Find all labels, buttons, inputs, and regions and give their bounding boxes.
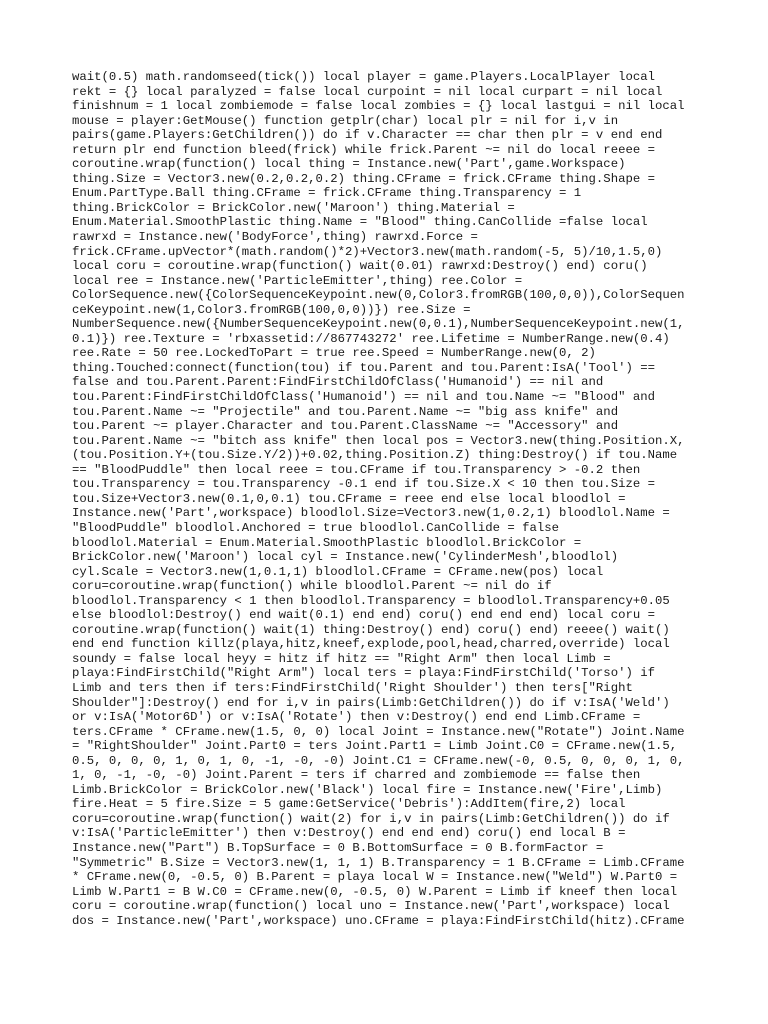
code-line: Enum.PartType.Ball thing.CFrame = frick.CFrame thing.Transparency = 1 (72, 186, 582, 201)
code-line: tou.Parent.Name ~= "Projectile" and tou.Parent.Name ~= "big ass knife" and (72, 404, 619, 419)
code-line: dos = Instance.new('Part',workspace) uno.CFrame = playa:FindFirstChild(hitz).CFrame (72, 913, 685, 928)
code-line: thing.BrickColor = BrickColor.new('Maroon') thing.Material = (72, 200, 515, 215)
code-line: fire.Heat = 5 fire.Size = 5 game:GetService('Debris'):AddItem(fire,2) local (72, 797, 626, 812)
code-line: tou.Parent ~= player.Character and tou.Parent.ClassName ~= "Accessory" and (72, 419, 619, 434)
code-line: wait(0.5) math.randomseed(tick()) local player = game.Players.LocalPlayer local (72, 70, 655, 84)
code-line: thing.Touched:connect(function(tou) if tou.Parent and tou.Parent:IsA('Tool') == (72, 360, 655, 375)
code-line: "BloodPuddle" bloodlol.Anchored = true bloodlol.CanCollide = false (72, 520, 560, 535)
code-line: local ree = Instance.new('ParticleEmitter',thing) ree.Color = (72, 273, 523, 288)
code-line: 0.5, 0, 0, 0, 1, 0, 1, 0, -1, -0, -0) Joint.C1 = CFrame.new(-0, 0.5, 0, 0, 0, 1, 0, (72, 753, 685, 768)
code-line: 0.1)}) ree.Texture = 'rbxassetid://867743272' ree.Lifetime = NumberRange.new(0.4) (72, 331, 670, 346)
code-line: = "RightShoulder" Joint.Part0 = ters Joint.Part1 = Limb Joint.C0 = CFrame.new(1.5, (72, 739, 678, 754)
code-line: rekt = {} local paralyzed = false local curpoint = nil local curpart = nil local (72, 84, 663, 99)
code-text-block (72, 70, 712, 928)
code-line: Instance.new("Part") B.TopSurface = 0 B.BottomSurface = 0 B.formFactor = (72, 840, 604, 855)
code-line: rawrxd = Instance.new('BodyForce',thing) rawrxd.Force = (72, 230, 478, 245)
code-line: ColorSequence.new({ColorSequenceKeypoint.new(0,Color3.fromRGB(100,0,0)),ColorSequen (72, 288, 685, 303)
code-line: mouse = player:GetMouse() function getplr(char) local plr = nil for i,v in (72, 113, 619, 128)
code-line: ceKeypoint.new(1,Color3.fromRGB(100,0,0))}) ree.Size = (72, 302, 471, 317)
code-line: frick.CFrame.upVector*(math.random()*2)+Vector3.new(math.random(-5, 5)/10,1.5,0) (72, 244, 663, 259)
code-line: "Symmetric" B.Size = Vector3.new(1, 1, 1) B.Transparency = 1 B.CFrame = Limb.CFrame (72, 855, 685, 870)
code-line: * CFrame.new(0, -0.5, 0) B.Parent = playa local W = Instance.new("Weld") W.Part0 = (72, 870, 678, 885)
code-line: bloodlol.Transparency < 1 then bloodlol.Transparency = bloodlol.Transparency+0.05 (72, 593, 670, 608)
code-line: local coru = coroutine.wrap(function() wait(0.01) rawrxd:Destroy() end) coru() (72, 259, 648, 274)
code-line: soundy = false local heyy = hitz if hitz == "Right Arm" then local Limb = (72, 651, 611, 666)
code-line: ters.CFrame * CFrame.new(1.5, 0, 0) local Joint = Instance.new("Rotate") Joint.Name (72, 724, 685, 739)
code-line: coroutine.wrap(function() wait(1) thing:Destroy() end) coru() end) reeee() wait() (72, 622, 670, 637)
code-line: Limb.BrickColor = BrickColor.new('Black') local fire = Instance.new('Fire',Limb) (72, 782, 663, 797)
code-line: v:IsA('ParticleEmitter') then v:Destroy() end end end) coru() end local B = (72, 826, 626, 841)
code-line: tou.Size+Vector3.new(0.1,0,0.1) tou.CFrame = reee end else local bloodlol = (72, 491, 626, 506)
code-line: or v:IsA('Motor6D') or v:IsA('Rotate') then v:Destroy() end end Limb.CFrame = (72, 710, 641, 725)
code-line: tou.Parent:FindFirstChildOfClass('Humanoid') == nil and tou.Name ~= "Blood" and (72, 390, 655, 405)
code-line: Limb and ters then if ters:FindFirstChild('Right Shoulder') then ters["Right (72, 680, 633, 695)
code-line: pairs(game.Players:GetChildren()) do if v.Character == char then plr = v end end (72, 128, 663, 143)
code-line: thing.Size = Vector3.new(0.2,0.2,0.2) thing.CFrame = frick.CFrame thing.Shape = (72, 171, 655, 186)
code-line: == "BloodPuddle" then local reee = tou.CFrame if tou.Transparency > -0.2 then (72, 462, 641, 477)
code-line: (tou.Position.Y+(tou.Size.Y/2))+0.02,thing.Position.Z) thing:Destroy() if tou.Name (72, 448, 678, 463)
code-line: NumberSequence.new({NumberSequenceKeypoint.new(0,0.1),NumberSequenceKeypoint.new(1, (72, 317, 685, 332)
code-line: coru = coroutine.wrap(function() local uno = Instance.new('Part',workspace) local (72, 899, 670, 914)
code-line: BrickColor.new('Maroon') local cyl = Instance.new('CylinderMesh',bloodlol) (72, 550, 619, 565)
code-line: coru=coroutine.wrap(function() wait(2) for i,v in pairs(Limb:GetChildren()) do if (72, 811, 670, 826)
code-line: 1, 0, -1, -0, -0) Joint.Parent = ters if charred and zombiemode == false then (72, 768, 641, 783)
code-line: false and tou.Parent.Parent:FindFirstChildOfClass('Humanoid') == nil and (72, 375, 604, 390)
code-line: end end function killz(playa,hitz,kneef,explode,pool,head,charred,override) local (72, 637, 670, 652)
code-line: tou.Parent.Name ~= "bitch ass knife" then local pos = Vector3.new(thing.Position.X, (72, 433, 685, 448)
code-line: Limb W.Part1 = B W.C0 = CFrame.new(0, -0.5, 0) W.Parent = Limb if kneef then local (72, 884, 678, 899)
code-line: Enum.Material.SmoothPlastic thing.Name = "Blood" thing.CanCollide =false local (72, 215, 648, 230)
code-line: bloodlol.Material = Enum.Material.SmoothPlastic bloodlol.BrickColor = (72, 535, 582, 550)
code-line: finishnum = 1 local zombiemode = false local zombies = {} local lastgui = nil local (72, 99, 685, 114)
code-line: playa:FindFirstChild("Right Arm") local ters = playa:FindFirstChild('Torso') if (72, 666, 655, 681)
code-line: Shoulder"]:Destroy() end for i,v in pairs(Limb:GetChildren()) do if v:IsA('Weld') (72, 695, 670, 710)
code-line: cyl.Scale = Vector3.new(1,0.1,1) bloodlol.CFrame = CFrame.new(pos) local (72, 564, 604, 579)
code-line: return plr end function bleed(frick) while frick.Parent ~= nil do local reeee = (72, 142, 655, 157)
code-line: coru=coroutine.wrap(function() while bloodlol.Parent ~= nil do if (72, 579, 552, 594)
code-line: tou.Transparency = tou.Transparency -0.1 end if tou.Size.X < 10 then tou.Size = (72, 477, 655, 492)
code-line: ree.Rate = 50 ree.LockedToPart = true ree.Speed = NumberRange.new(0, 2) (72, 346, 596, 361)
code-line: else bloodlol:Destroy() end wait(0.1) end end) coru() end end end) local coru = (72, 608, 655, 623)
code-line: Instance.new('Part',workspace) bloodlol.Size=Vector3.new(1,0.2,1) bloodlol.Name = (72, 506, 670, 521)
code-line: coroutine.wrap(function() local thing = Instance.new('Part',game.Workspace) (72, 157, 626, 172)
